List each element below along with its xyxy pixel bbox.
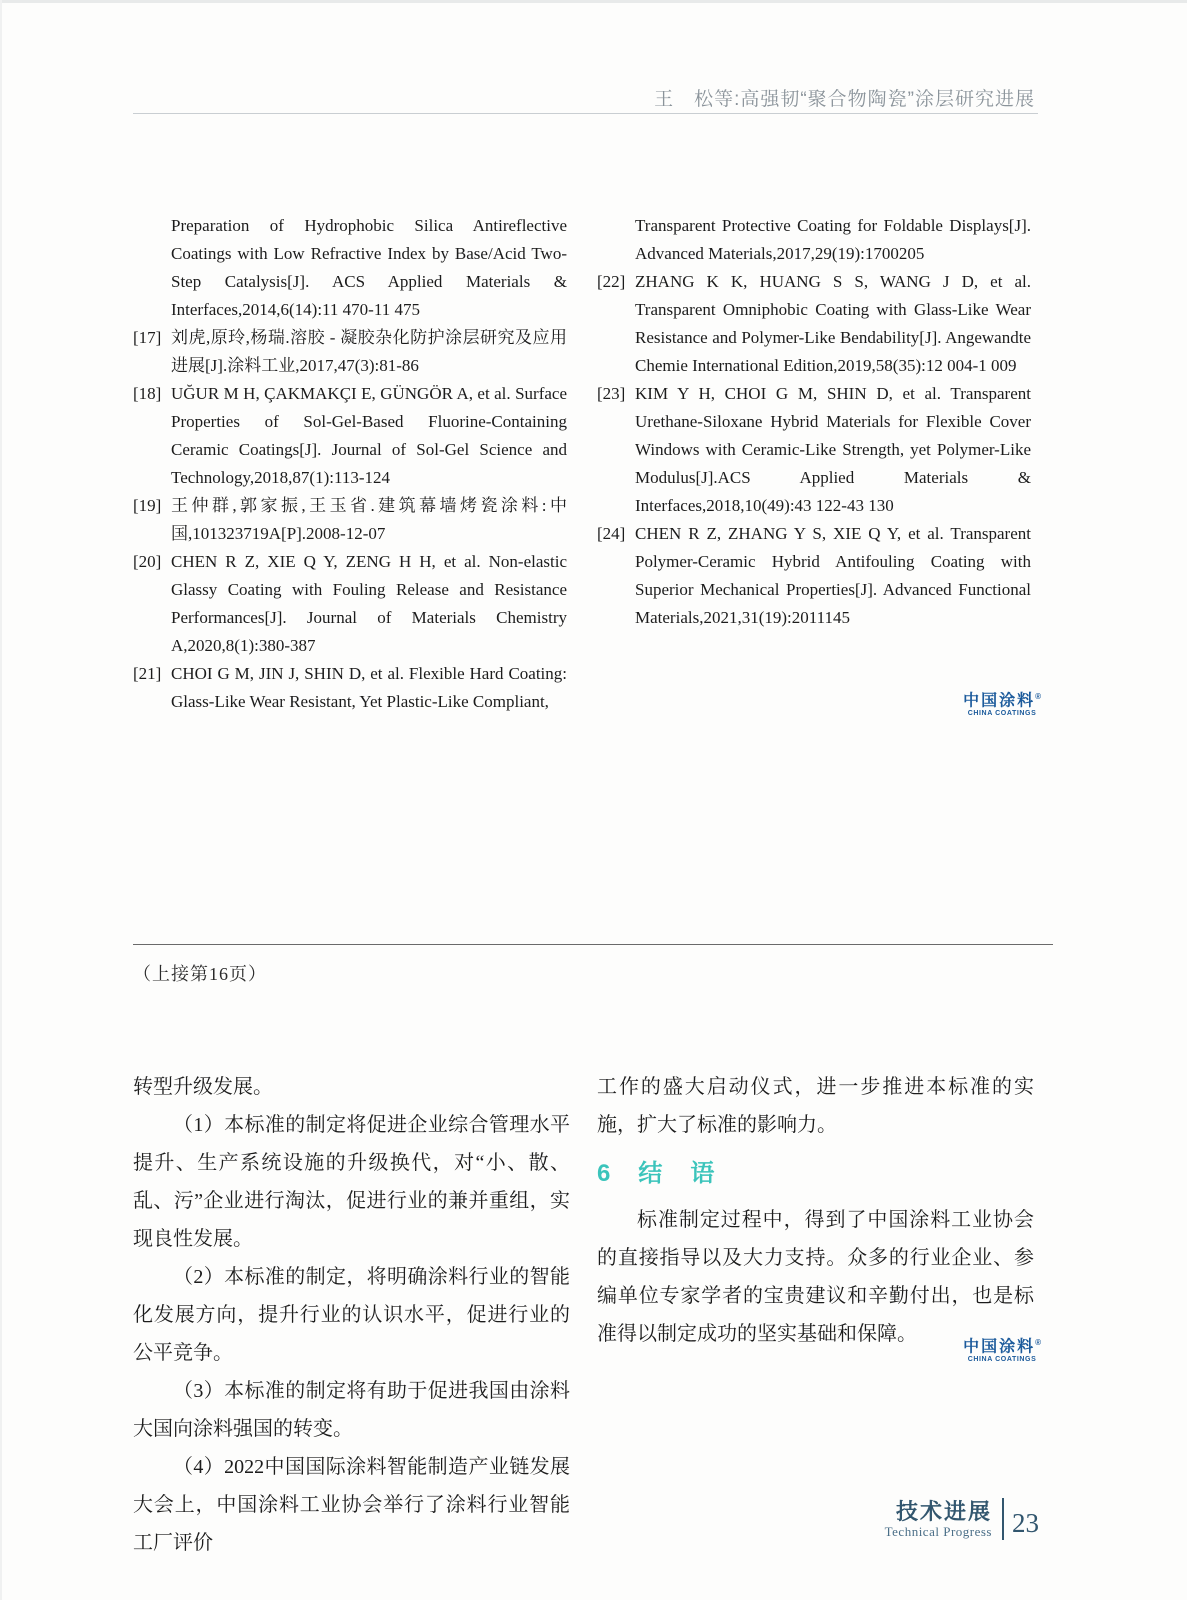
reference-text: 刘虎,原玲,杨瑞.溶胶 - 凝胶杂化防护涂层研究及应用进展[J].涂料工业,2017,47(3):81-86 [171,328,567,375]
body-paragraph: （2）本标准的制定，将明确涂料行业的智能化发展方向，提升行业的认识水平，促进行业的公平竞争。 [133,1266,570,1364]
reference-item [133,492,567,548]
logo-cn-text: 中国涂料® [963,692,1041,710]
footer-section-cn: 技术进展 [895,1498,992,1524]
reference-number: [22] [597,272,626,291]
logo-en-text: CHINA COATINGS [967,710,1037,718]
body-paragraph: （4）2022中国国际涂料智能制造产业链发展大会上，中国涂料工业协会举行了涂料行业智能工厂评价 [133,1456,570,1554]
reference-item [597,268,1031,380]
reference-item [133,548,567,660]
footer-section-labels [885,1500,992,1539]
reference-text: UĞUR M H, ÇAKMAKÇI E, GÜNGÖR A, et al. Surface Properties of Sol-Gel-Based Fluorine-Containing Ceramic Coatings[J]. Journal of Sol-Gel Science and Technology,2018,87(1):113-124 [171,384,567,487]
body-paragraph: 工作的盛大启动仪式，进一步推进本标准的实施，扩大了标准的影响力。 [597,1076,1034,1136]
continuation-note: （上接第16页） [133,964,267,984]
reference-item [133,212,567,324]
reference-number: [23] [597,384,626,403]
reference-item [597,212,1031,268]
reference-text: KIM Y H, CHOI G M, SHIN D, et al. Transparent Urethane-Siloxane Hybrid Materials for Flexible Cover Windows with Ceramic-Like Strength, yet Polymer-Like Modulus[J].ACS Applied Materials & Interfaces,2018,10(49):43 122-43 130 [635,384,1031,515]
reference-text: ZHANG K K, HUANG S S, WANG J D, et al. Transparent Omniphobic Coating with Glass-Like Wear Resistance and Polymer-Like Bendability[J]. Angewandte Chemie International Edition,2019,58(35):12 004-1 009 [635,272,1031,375]
body-right-column [597,1068,1034,1353]
reference-number: [21] [133,664,162,683]
scan-edge-left [0,0,2,1600]
registered-mark-icon: ® [1035,1338,1041,1347]
logo-en-text: CHINA COATINGS [967,1356,1037,1364]
china-coatings-logo [963,1334,1041,1364]
reference-text: Preparation of Hydrophobic Silica Antireflective Coatings with Low Refractive Index by Base/Acid Two-Step Catalysis[J]. ACS Applied Materials & Interfaces,2014,6(14):11 470-11 475 [171,216,567,319]
reference-item [133,660,567,716]
reference-number: [24] [597,524,626,543]
reference-number: [17] [133,328,162,347]
reference-item [597,380,1031,520]
reference-item [133,380,567,492]
header-rule [133,113,1038,114]
body-paragraph: （3）本标准的制定将有助于促进我国由涂料大国向涂料强国的转变。 [133,1380,570,1440]
reference-item [133,324,567,380]
running-header-title: 王 松等:高强韧“聚合物陶瓷”涂层研究进展 [654,89,1035,110]
references-left-column [133,212,567,716]
reference-item [597,520,1031,632]
section-divider [133,944,1053,945]
reference-text: CHEN R Z, XIE Q Y, ZENG H H, et al. Non-elastic Glassy Coating with Fouling Release and Resistance Performances[J]. Journal of Materials Chemistry A,2020,8(1):380-387 [171,552,567,655]
reference-text: CHEN R Z, ZHANG Y S, XIE Q Y, et al. Transparent Polymer-Ceramic Hybrid Antifouling Coating with Superior Mechanical Properties[J]. Advanced Functional Materials,2021,31(19):2011145 [635,524,1031,627]
footer-section-en: Technical Progress [884,1523,992,1539]
page-number: 23 [1012,1507,1039,1538]
body-left-column [133,1068,570,1562]
reference-text: Transparent Protective Coating for Foldable Displays[J]. Advanced Materials,2017,29(19):1700205 [635,216,1031,263]
logo-cn-text: 中国涂料® [963,1338,1041,1356]
section-heading-conclusion: 6 结 语 [597,1160,717,1187]
body-paragraph: 转型升级发展。 [133,1076,273,1098]
reference-number: [20] [133,552,162,571]
scan-edge-top [0,0,1187,3]
china-coatings-logo [963,688,1041,718]
reference-number: [19] [133,496,162,515]
page-footer [885,1498,1039,1540]
body-paragraph: 标准制定过程中，得到了中国涂料工业协会的直接指导以及大力支持。众多的行业企业、参编单位专家学者的宝贵建议和辛勤付出，也是标准得以制定成功的坚实基础和保障。 [597,1209,1034,1345]
reference-text: CHOI G M, JIN J, SHIN D, et al. Flexible Hard Coating: Glass-Like Wear Resistant, Yet Plastic-Like Compliant, [171,664,567,711]
reference-number: [18] [133,384,162,403]
references-right-column [597,212,1031,632]
reference-text: 王仲群,郭家振,王玉省.建筑幕墙烤瓷涂料:中国,101323719A[P].2008-12-07 [171,496,567,543]
body-paragraph: （1）本标准的制定将促进企业综合管理水平提升、生产系统设施的升级换代，对“小、散、乱、污”企业进行淘汰，促进行业的兼并重组，实现良性发展。 [133,1114,570,1250]
registered-mark-icon: ® [1035,692,1041,701]
footer-divider [1002,1498,1004,1540]
